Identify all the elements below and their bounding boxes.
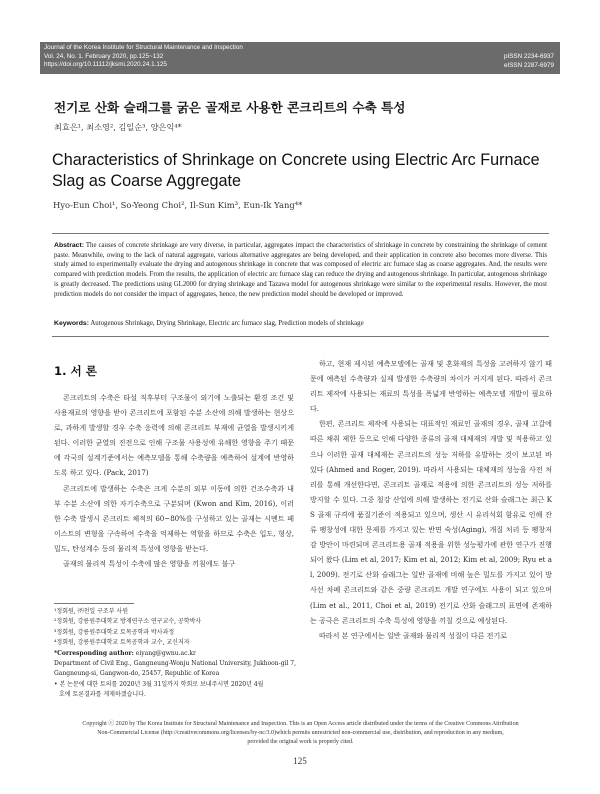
pissn: pISSN 2234-6937: [503, 53, 554, 60]
body-column-right: [310, 356, 552, 643]
abstract-text: The causes of concrete shrinkage are very diverse, in particular, aggregates impact the characteristics of shrinkage in concrete by constraining the shrinkage of cement paste. Meanwhile, owing to the lack of natural aggregate, various alternative aggregates are being developed, and their application in concrete also becomes more diverse. This study aimed to experimentally evaluate the drying and autogenous shrinkage in concrete that was composed of electric arc furnace slag as coarse aggregates. And, the results were compared with prediction models. From the results, the application of electric arc furnace slag can reduce the drying and autogenous shrinkage. In particular, autogenous shrinkage is greatly decreased. The predictions using GL2000 for drying shrinkage and Tazawa model for autogenous shrinkage were similar to the experimental results. However, the most prediction models do not consider the impact of aggregates, hence, the new prediction model should be developed or improved.: [54, 242, 547, 298]
copyright-line: Copyright ⓒ 2020 by The Korea Institute for Structural Maintenance and Inspection. This is an Open Access article distributed under the terms of the Creative Commons Attribution: [82, 721, 519, 727]
korean-title: 전기로 산화 슬래그를 굵은 골재로 사용한 콘크리트의 수축 특성: [54, 100, 406, 115]
footnote: ¹정회원, ㈜천일 구조부 사원: [54, 608, 128, 615]
footnotes: [54, 607, 294, 701]
journal-name: Journal of the Korea Institute for Structural Maintenance and Inspection: [44, 44, 243, 51]
keywords-text: Autogenous Shrinkage, Drying Shrinkage, Electric arc furnace slag, Prediction models of shrinkage: [90, 320, 364, 327]
copyright-line: provided the original work is properly cited.: [247, 739, 354, 746]
copyright-line: Non-Commercial License (http://creativecommons.org/licenses/by-nc/3.0)which permits unrestricted non-commercial use, distribution, and reproduction in any medium,: [97, 730, 504, 737]
journal-doi[interactable]: https://doi.org/10.11112/jksmi.2020.24.1.125: [44, 61, 167, 69]
english-authors: Hyo-Eun Choi¹, So-Yeong Choi², Il-Sun Kim³, Eun-Ik Yang⁴*: [53, 200, 303, 210]
correspondence-email[interactable]: eiyang@gwnu.ac.kr: [133, 649, 196, 657]
journal-banner: [40, 42, 560, 74]
divider-top: [52, 233, 549, 234]
page-number: 125: [293, 756, 307, 766]
footnote: ³정회원, 강릉원주대학교 토목공학과 박사과정: [54, 628, 175, 636]
keywords: [54, 320, 547, 327]
correspondence-address: Gangneung-si, Gangwon-do, 25457, Republic of Korea: [54, 670, 220, 678]
journal-info: [44, 44, 243, 70]
footnote-rule: [54, 603, 134, 604]
paragraph: 콘크리트의 수축은 타설 직후부터 구조물이 외기에 노출되는 환경 조건 및 사용재료의 영향을 받아 콘크리트에 포함된 수분 소산에 의해 발생하는 현상으로, 과하게 발생할 경우 수축 응력에 의해 콘크리트 부재에 균열을 발생시키게 된다. 이러한 균열의 진전으로 인해 구조물 사용성에 유해한 영향을 주기 때문에 각국의 설계기준에서는 예측모델을 통해 수축량을 예측하여 설계에 반영하도록 하고 있다. (Pack, 2017): [54, 393, 294, 478]
correspondence-line: [54, 649, 294, 659]
issn-info: [504, 53, 554, 70]
discussion-note: • 본 논문에 대한 토의를 2020년 3월 31일까지 학회로 보내주시면 2020년 4월: [54, 680, 264, 688]
english-title: Characteristics of Shrinkage on Concrete using Electric Arc Furnace Slag as Coarse Aggregate: [52, 151, 540, 190]
discussion-note-cont: 호에 토론결과를 게재하겠습니다.: [59, 691, 146, 699]
keywords-label: Keywords:: [54, 320, 89, 327]
body-column-left: [54, 390, 294, 571]
divider-bottom: [52, 336, 549, 337]
paragraph: 한편, 콘크리트 제작에 사용되는 대표적인 재료인 골재의 경우, 골재 고갈에 따른 채취 제한 등으로 인해 다양한 종류의 골재 대체재의 개발 및 적용하고 있으나 이러한 골재 대체재는 콘크리트의 성능 저하를 유발하는 것이 보고된 바 있다 (Ahmed and Roger, 2019). 따라서 사용되는 대체재의 성능을 사전 처리를 통해 개선한다면, 콘크리트 골재로 적용에 의한 콘크리트의 성능 저하를 방지할 수 있다. 그중 철강 산업에 의해 발생하는 전기로 산화 슬래그는 최근 KS 골재 규격에 품질기준이 적용되고 있으며, 생산 시 유리석회 함유로 인해 잔류 팽창성에 대한 문제를 가지고 있는 반면 숙성(Aging), 개질 처리 등 팽창저감 방안이 마련되며 콘크리트용 골재 적용을 위한 성능평가에 관한 연구가 진행되어 왔다 (Lim et al, 2017; Kim et al, 2012; Kim et al, 2009; Ryu et al, 2009). 전기로 산화 슬래그는 일반 골재에 비해 높은 밀도를 가지고 있어 방사선 차폐 콘크리트와 같은 중량 콘크리트 개발 연구에도 사용이 되고 있으며 (Lim et al., 2011, Choi et al, 2019) 전기로 산화 슬래그의 표면에 존재하는 공극은 콘크리트의 수축 특성에 영향을 끼칠 것으로 예상된다.: [310, 419, 552, 625]
korean-authors: 최효은¹, 최소영², 김일순³, 양은익⁴*: [54, 122, 182, 132]
correspondence-dept: Department of Civil Eng., Gangneung-Wonju National University, Jukhoon-gil 7,: [54, 660, 296, 668]
eissn: eISSN 2287-6979: [503, 61, 554, 69]
paragraph: 골재의 물리적 특성이 수축에 많은 영향을 끼침에도 불구: [63, 559, 236, 569]
journal-volume: Vol. 24, No. 1. February 2020, pp.125~132: [44, 52, 164, 60]
paragraph: 콘크리트에 발생하는 수축은 크게 수분의 외부 이동에 의한 건조수축과 내부 수분 소산에 의한 자기수축으로 구분되며 (Kwon and Kim, 2016), 이러한 수축 발생시 콘크리트 체적의 60~80%를 구성하고 있는 골재는 시멘트 페이스트의 변형을 구속하여 수축을 억제하는 역할을 하므로 수축은 입도, 형상, 밀도, 탄성계수 등의 물리적 특성에 영향을 받는다.: [54, 483, 294, 553]
copyright-notice: [54, 720, 547, 748]
correspondence-label: *Corresponding author:: [54, 649, 134, 657]
paragraph: 따라서 본 연구에서는 일반 골재와 물리적 성질이 다른 전기로: [319, 630, 508, 640]
abstract-label: Abstract:: [54, 242, 85, 249]
footnote: ²정회원, 강릉원주대학교 방재연구소 연구교수, 공학박사: [54, 618, 202, 626]
paragraph: 하고, 현재 제시된 예측모델에는 골재 및 혼화재의 특성을 고려하지 않기 때문에 예측된 수축량과 실제 발생한 수축량의 차이가 커지게 된다. 따라서 콘크리트 제작에 사용되는 재료의 특성을 폭넓게 반영하는 예측모델 개발이 필요하다.: [310, 359, 552, 414]
footnote: ⁴정회원, 강릉원주대학교 토목공학과 교수, 교신저자: [54, 639, 190, 647]
abstract: [54, 241, 547, 299]
section-heading: 1. 서 론: [54, 364, 97, 378]
